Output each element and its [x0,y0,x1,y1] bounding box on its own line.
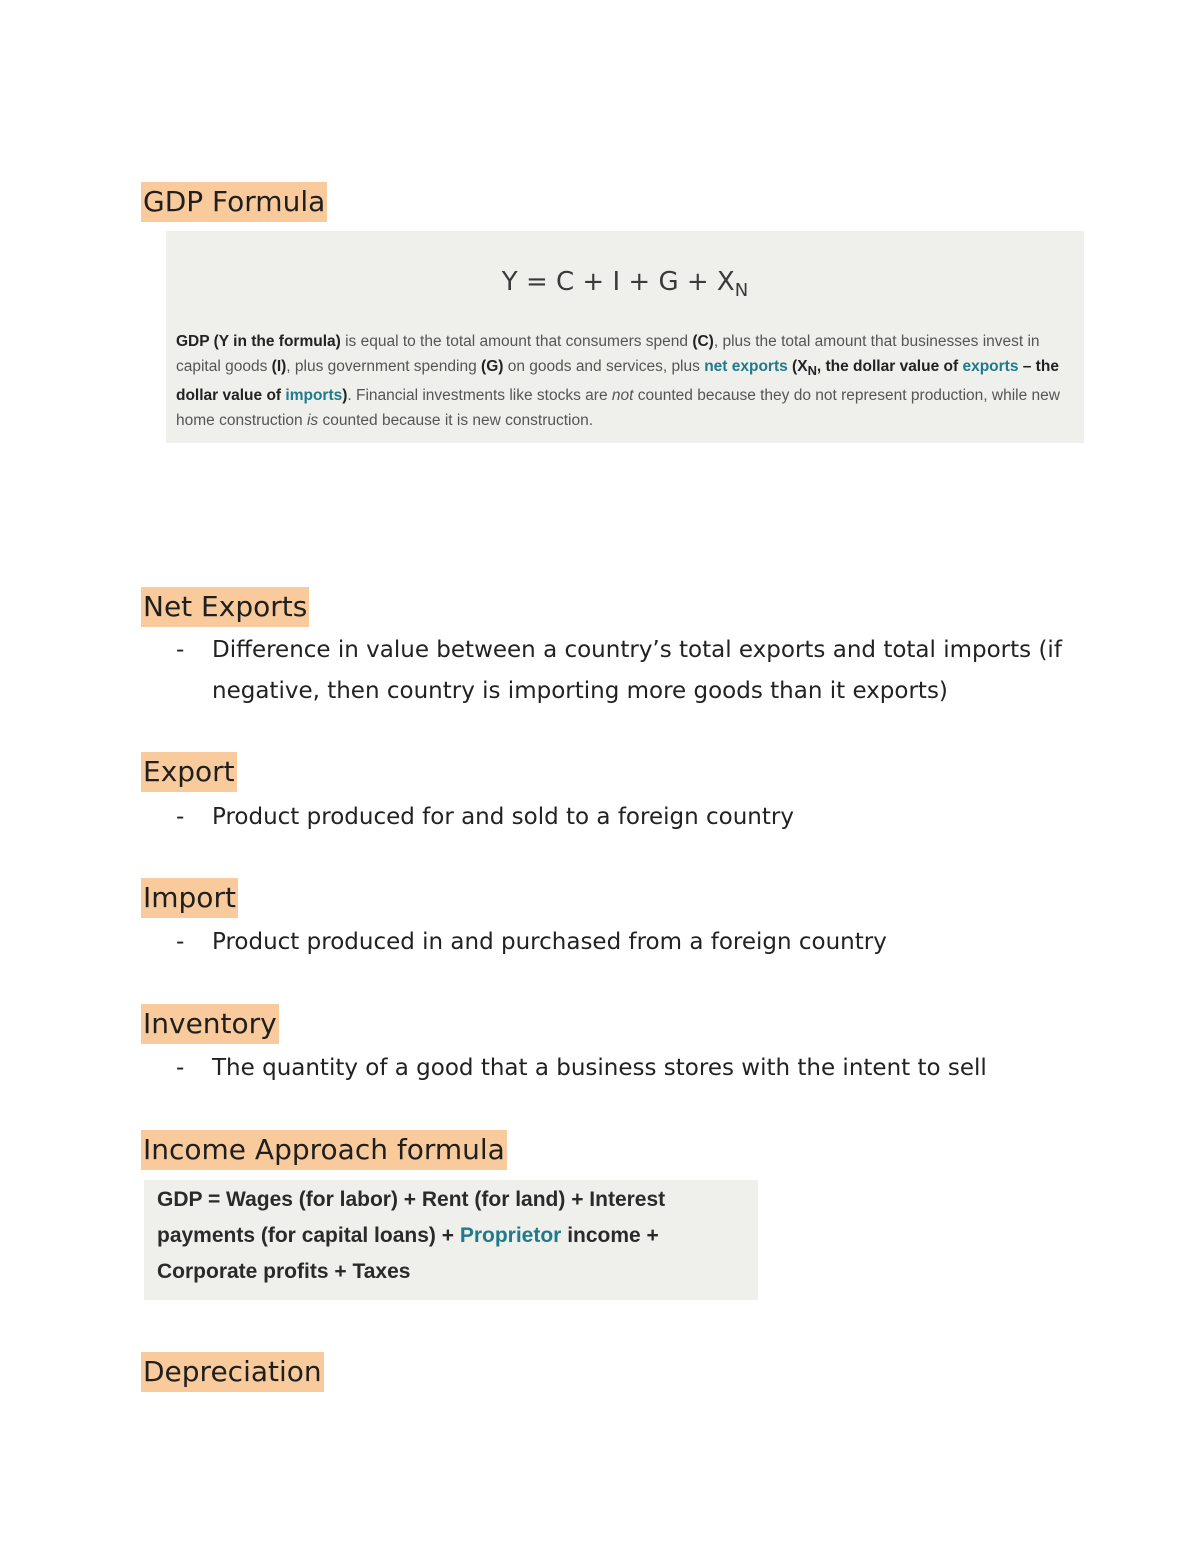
income-formula-part: GDP = Wages (for labor) + Rent (for land) + Interest payments (for capital loans) + [157,1188,666,1247]
desc-text: , plus government spending [286,358,482,376]
list-item [170,797,1070,838]
income-proprietor-term: Proprietor [459,1224,562,1247]
gdp-equation [166,267,1084,301]
desc-text: counted because it is new construction. [318,412,594,430]
bullet-dash: - [176,1055,185,1081]
heading-net-exports: Net Exports [141,587,309,627]
desc-not: not [611,387,634,405]
desc-text: , plus the total amount that businesses invest in capital goods [176,333,1040,376]
desc-text: is equal to the total amount that consumers spend [340,333,693,351]
heading-gdp-formula: GDP Formula [141,182,327,222]
desc-xn-subscript: N [807,363,817,379]
gdp-formula-description [176,329,1074,433]
desc-gdp-y: GDP (Y in the formula) [176,333,341,351]
inventory-list [170,1048,1070,1089]
desc-text: . Financial investments like stocks are [347,387,612,405]
bullet-dash: - [176,804,185,830]
gdp-equation-subscript: N [734,280,749,302]
list-item [170,922,1070,963]
heading-income-approach: Income Approach formula [141,1130,507,1170]
desc-text: counted because they do not represent production, while new home construction [176,387,1060,430]
desc-net-exports-term: net exports [704,358,788,376]
desc-dollar-value: , the dollar value of [816,358,963,376]
bullet-dash: - [176,929,185,955]
inventory-definition: The quantity of a good that a business stores with the intent to sell [212,1055,987,1081]
net-exports-definition: Difference in value between a country’s total exports and total imports (if negative, then country is importing more goods than it exports) [212,637,1062,704]
desc-g: (G) [481,358,504,376]
list-item [170,630,1070,712]
desc-c: (C) [692,333,714,351]
heading-depreciation: Depreciation [141,1352,324,1392]
export-definition: Product produced for and sold to a foreign country [212,804,794,830]
desc-dollar-value: – the dollar value of [176,358,1059,405]
net-exports-list [170,630,1070,712]
desc-text: on goods and services, plus [503,358,705,376]
desc-paren: ) [342,387,348,405]
desc-is: is [306,412,319,430]
desc-imports-term: imports [285,387,343,405]
export-list [170,797,1070,838]
import-definition: Product produced in and purchased from a foreign country [212,929,887,955]
desc-xn: (X [787,358,808,376]
list-item [170,1048,1070,1089]
heading-inventory: Inventory [141,1004,279,1044]
gdp-equation-main: Y = C + I + G + X [501,267,735,297]
income-formula-part: income + Corporate profits + Taxes [157,1224,659,1283]
desc-exports-term: exports [962,358,1019,376]
heading-export: Export [141,752,237,792]
desc-i: (I) [271,358,287,376]
heading-import: Import [141,878,238,918]
income-formula-box [144,1180,758,1300]
gdp-formula-box [166,231,1084,443]
bullet-dash: - [176,637,185,663]
import-list [170,922,1070,963]
income-formula-text [157,1182,758,1290]
